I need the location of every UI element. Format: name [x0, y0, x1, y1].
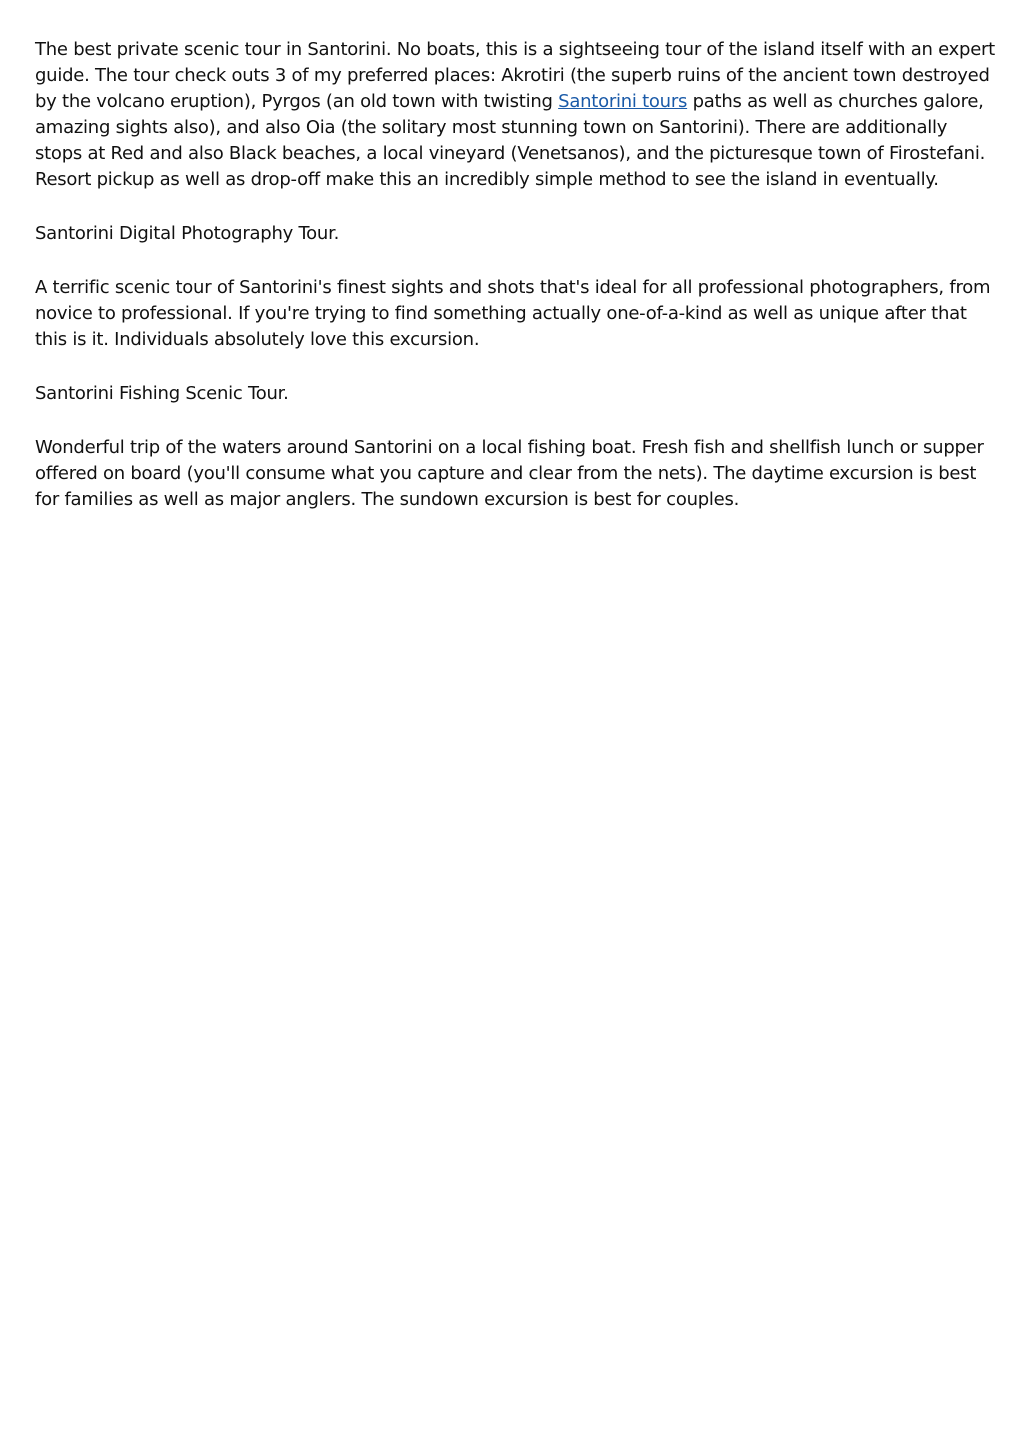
photography-tour-heading: Santorini Digital Photography Tour.: [35, 223, 340, 244]
fishing-tour-heading: Santorini Fishing Scenic Tour.: [35, 383, 289, 404]
intro-text-after-link: paths as well as churches galore, amazing sights also), and also Oia (the solitary most stunning town on Santorini). There are additionally stops at Red and also Black beaches, a local vineyard (Venetsanos), and the picturesque town of Firostefani. Resort pickup as well as drop-off make this an incredibly simple method to see the island in eventually.: [35, 91, 986, 190]
intro-paragraph: [35, 37, 995, 193]
intro-text-before-link: The best private scenic tour in Santorini. No boats, this is a sightseeing tour of the island itself with an expert guide. The tour check outs 3 of my preferred places: Akrotiri (the superb ruins of the ancient town destroyed by the volcano eruption), Pyrgos (an old town with twisting: [35, 39, 995, 112]
santorini-tours-link[interactable]: Santorini tours: [558, 91, 688, 112]
photography-tour-paragraph: A terrific scenic tour of Santorini's finest sights and shots that's ideal for all professional photographers, from novice to professional. If you're trying to find something actually one-of-a-kind as well as unique after that this is it. Individuals absolutely love this excursion.: [35, 277, 991, 350]
article-body: [35, 37, 995, 541]
fishing-tour-paragraph: Wonderful trip of the waters around Santorini on a local fishing boat. Fresh fish and shellfish lunch or supper offered on board (you'll consume what you capture and clear from the nets). The daytime excursion is best for families as well as major anglers. The sundown excursion is best for couples.: [35, 437, 984, 510]
